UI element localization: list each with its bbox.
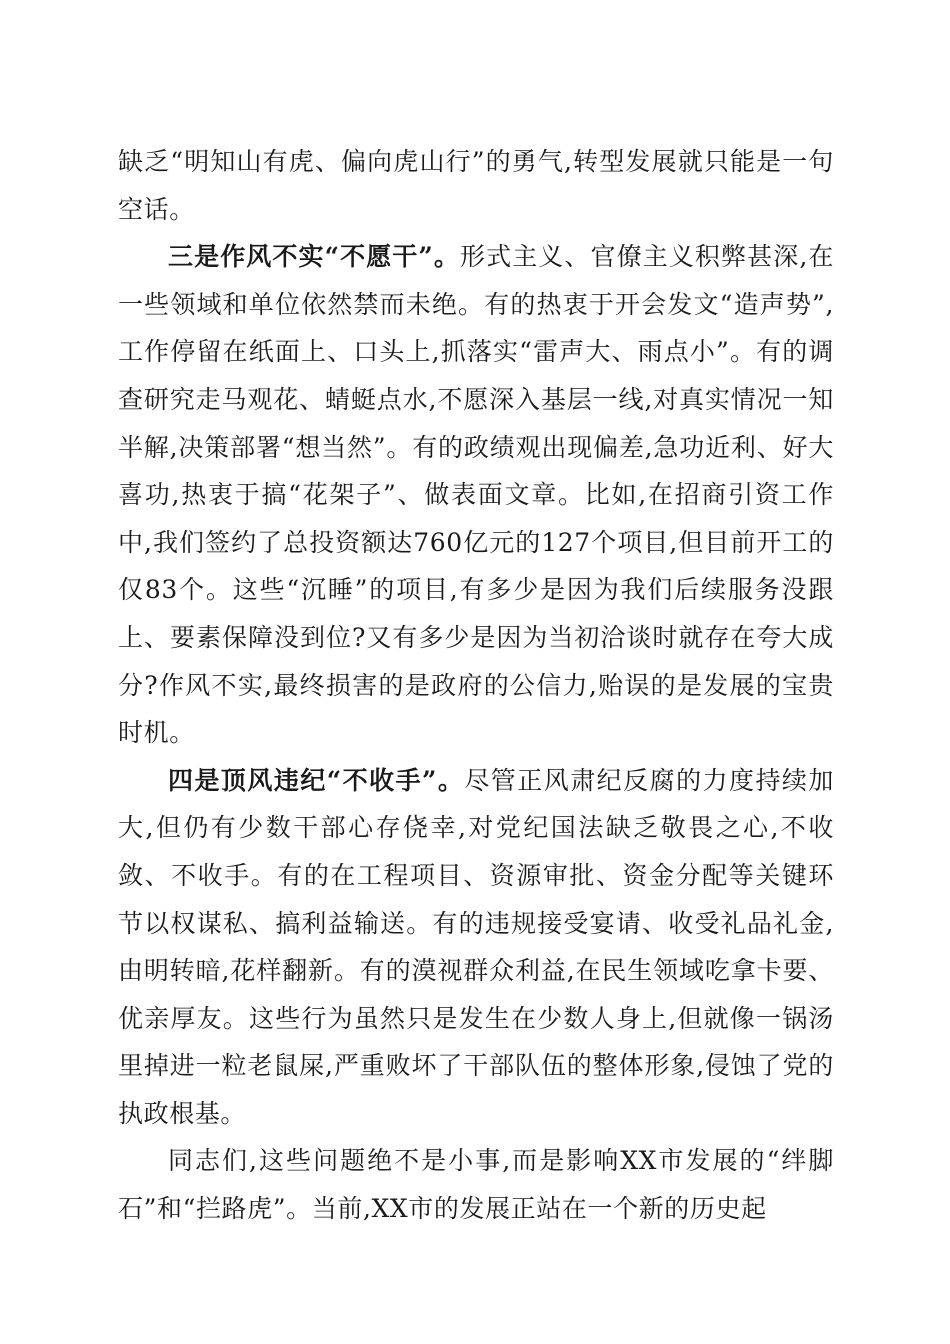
paragraph-text: 形式主义、官僚主义积弊甚深,在一些领域和单位依然禁而未绝。有的热衷于开会发文“造声势”,工作停留在纸面上、口头上,抓落实“雷声大、雨点小”。有的调查研究走马观花、蜻蜓点水,不愿深入基层一线,对真实情况一知半解,决策部署“想当然”。有的政绩观出现偏差,急功近利、好大喜功,热衷于搞“花架子”、做表面文章。比如,在招商引资工作中,我们签约了总投资额达760亿元的127个项目,但目前开工的仅83个。这些“沉睡”的项目,有多少是因为我们后续服务没跟上、要素保障没到位?又有多少是因为当初洽谈时就存在夸大成分?作风不实,最终损害的是政府的公信力,贻误的是发展的宝贵时机。 bbox=[118, 242, 834, 748]
body-text bbox=[118, 138, 834, 1233]
paragraph-discipline bbox=[118, 757, 834, 1138]
paragraph-continuation bbox=[118, 138, 834, 233]
paragraph-work-style bbox=[118, 233, 834, 757]
paragraph-lead: 三是作风不实“不愿干”。 bbox=[168, 242, 460, 272]
paragraph-text: 尽管正风肃纪反腐的力度持续加大,但仍有少数干部心存侥幸,对党纪国法缺乏敬畏之心,不收敛、不收手。有的在工程项目、资源审批、资金分配等关键环节以权谋私、搞利益输送。有的违规接受宴请、收受礼品礼金,由明转暗,花样翻新。有的漠视群众利益,在民生领域吃拿卡要、优亲厚友。这些行为虽然只是发生在少数人身上,但就像一锅汤里掉进一粒老鼠屎,严重败坏了干部队伍的整体形象,侵蚀了党的执政根基。 bbox=[118, 765, 834, 1128]
paragraph-comrades bbox=[118, 1137, 834, 1232]
paragraph-text: 同志们,这些问题绝不是小事,而是影响XX市发展的“绊脚石”和“拦路虎”。当前,XX市的发展正站在一个新的历史起 bbox=[118, 1146, 834, 1224]
paragraph-lead: 四是顶风违纪“不收手”。 bbox=[168, 765, 465, 795]
paragraph-text: 缺乏“明知山有虎、偏向虎山行”的勇气,转型发展就只能是一句空话。 bbox=[118, 147, 834, 224]
